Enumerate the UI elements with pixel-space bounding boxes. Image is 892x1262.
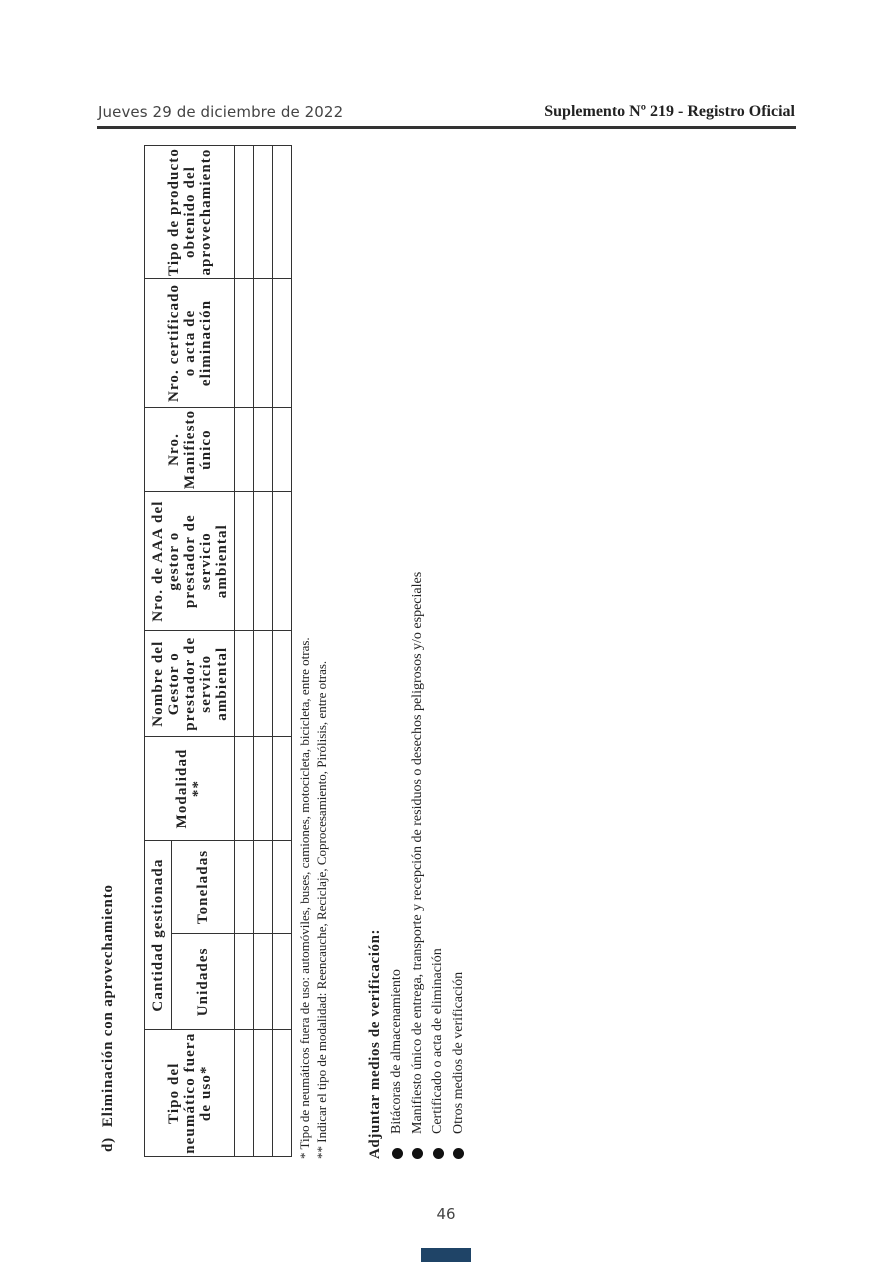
header-rule [97, 126, 796, 129]
header-manager-name: Nombre del Gestor o prestador de servicio ambiental [145, 631, 235, 737]
table-row [273, 146, 292, 1157]
page-number: 46 [436, 1205, 456, 1223]
list-item [408, 572, 429, 1159]
header-units: Unidades [172, 934, 235, 1030]
header-product-type: Tipo de producto obtenido del aprovechamiento [145, 146, 235, 279]
table-cell[interactable] [273, 934, 292, 1030]
table-cell[interactable] [254, 1030, 273, 1157]
section-letter: d) [100, 1137, 116, 1152]
table-cell[interactable] [254, 840, 273, 934]
verification-item-label: Otros medios de verificación [450, 971, 466, 1134]
table-cell[interactable] [235, 279, 254, 408]
table-cell[interactable] [235, 840, 254, 934]
table-cell[interactable] [254, 737, 273, 840]
table-cell[interactable] [254, 631, 273, 737]
table-cell[interactable] [273, 1030, 292, 1157]
table-cell[interactable] [235, 407, 254, 491]
header-date: Jueves 29 de diciembre de 2022 [98, 103, 344, 121]
section-title [100, 884, 117, 1152]
table-cell[interactable] [235, 631, 254, 737]
bullet-icon [392, 1148, 403, 1159]
header-modality: Modalidad ** [145, 737, 235, 840]
verification-item-label: Bitácoras de almacenamiento [389, 969, 404, 1134]
verification-title: Adjuntar medios de verificación: [367, 928, 383, 1159]
table-cell[interactable] [273, 737, 292, 840]
table-cell[interactable] [273, 407, 292, 491]
verification-item-label: Manifiesto único de entrega, transporte y recepción de residuos o desechos peligrosos y/o especiales [409, 571, 425, 1134]
note-tire-types: * Tipo de neumáticos fuera de uso: automóviles, buses, camiones, motocicleta, bicicleta, entre otras. [297, 637, 312, 1159]
list-item [449, 572, 470, 1159]
table-cell[interactable] [235, 1030, 254, 1157]
table-cell[interactable] [273, 840, 292, 934]
list-item [387, 572, 408, 1159]
table-cell[interactable] [254, 407, 273, 491]
table-cell[interactable] [235, 934, 254, 1030]
header-certificate-number: Nro. certificado o acta de eliminación [145, 279, 235, 408]
header-quantity: Cantidad gestionada [145, 840, 172, 1030]
table-cell[interactable] [273, 492, 292, 631]
verification-item-label: Certificado o acta de eliminación [430, 948, 445, 1134]
rotated-content [100, 142, 480, 1162]
list-item [428, 572, 449, 1159]
table-row [235, 146, 254, 1157]
table-cell[interactable] [235, 737, 254, 840]
bullet-icon [412, 1148, 423, 1159]
table-cell[interactable] [273, 631, 292, 737]
table-cell[interactable] [273, 279, 292, 408]
table-cell[interactable] [235, 146, 254, 279]
header-manifest-number: Nro. Manifiesto único [145, 407, 235, 491]
bullet-icon [453, 1148, 464, 1159]
header-tons: Toneladas [172, 840, 235, 934]
verification-list [387, 572, 469, 1159]
header-tire-type: Tipo del neumático fuera de uso* [145, 1030, 235, 1157]
table-cell[interactable] [254, 279, 273, 408]
header-publication: Suplemento Nº 219 - Registro Oficial [544, 103, 795, 120]
table-cell[interactable] [273, 146, 292, 279]
table-cell[interactable] [254, 146, 273, 279]
table-cell[interactable] [235, 492, 254, 631]
table-cell[interactable] [254, 934, 273, 1030]
table-cell[interactable] [254, 492, 273, 631]
section-title-text: Eliminación con aprovechamiento [100, 884, 116, 1128]
bullet-icon [433, 1148, 444, 1159]
table-notes [296, 637, 330, 1159]
elimination-table [144, 145, 292, 1157]
table-row [254, 146, 273, 1157]
header-aaa-number: Nro. de AAA del gestor o prestador de servicio ambiental [145, 492, 235, 631]
footer-accent-bar [421, 1248, 471, 1262]
note-modality: ** Indicar el tipo de modalidad: Reencauche, Reciclaje, Coprocesamiento, Pirólisis, entre otras. [314, 660, 329, 1159]
